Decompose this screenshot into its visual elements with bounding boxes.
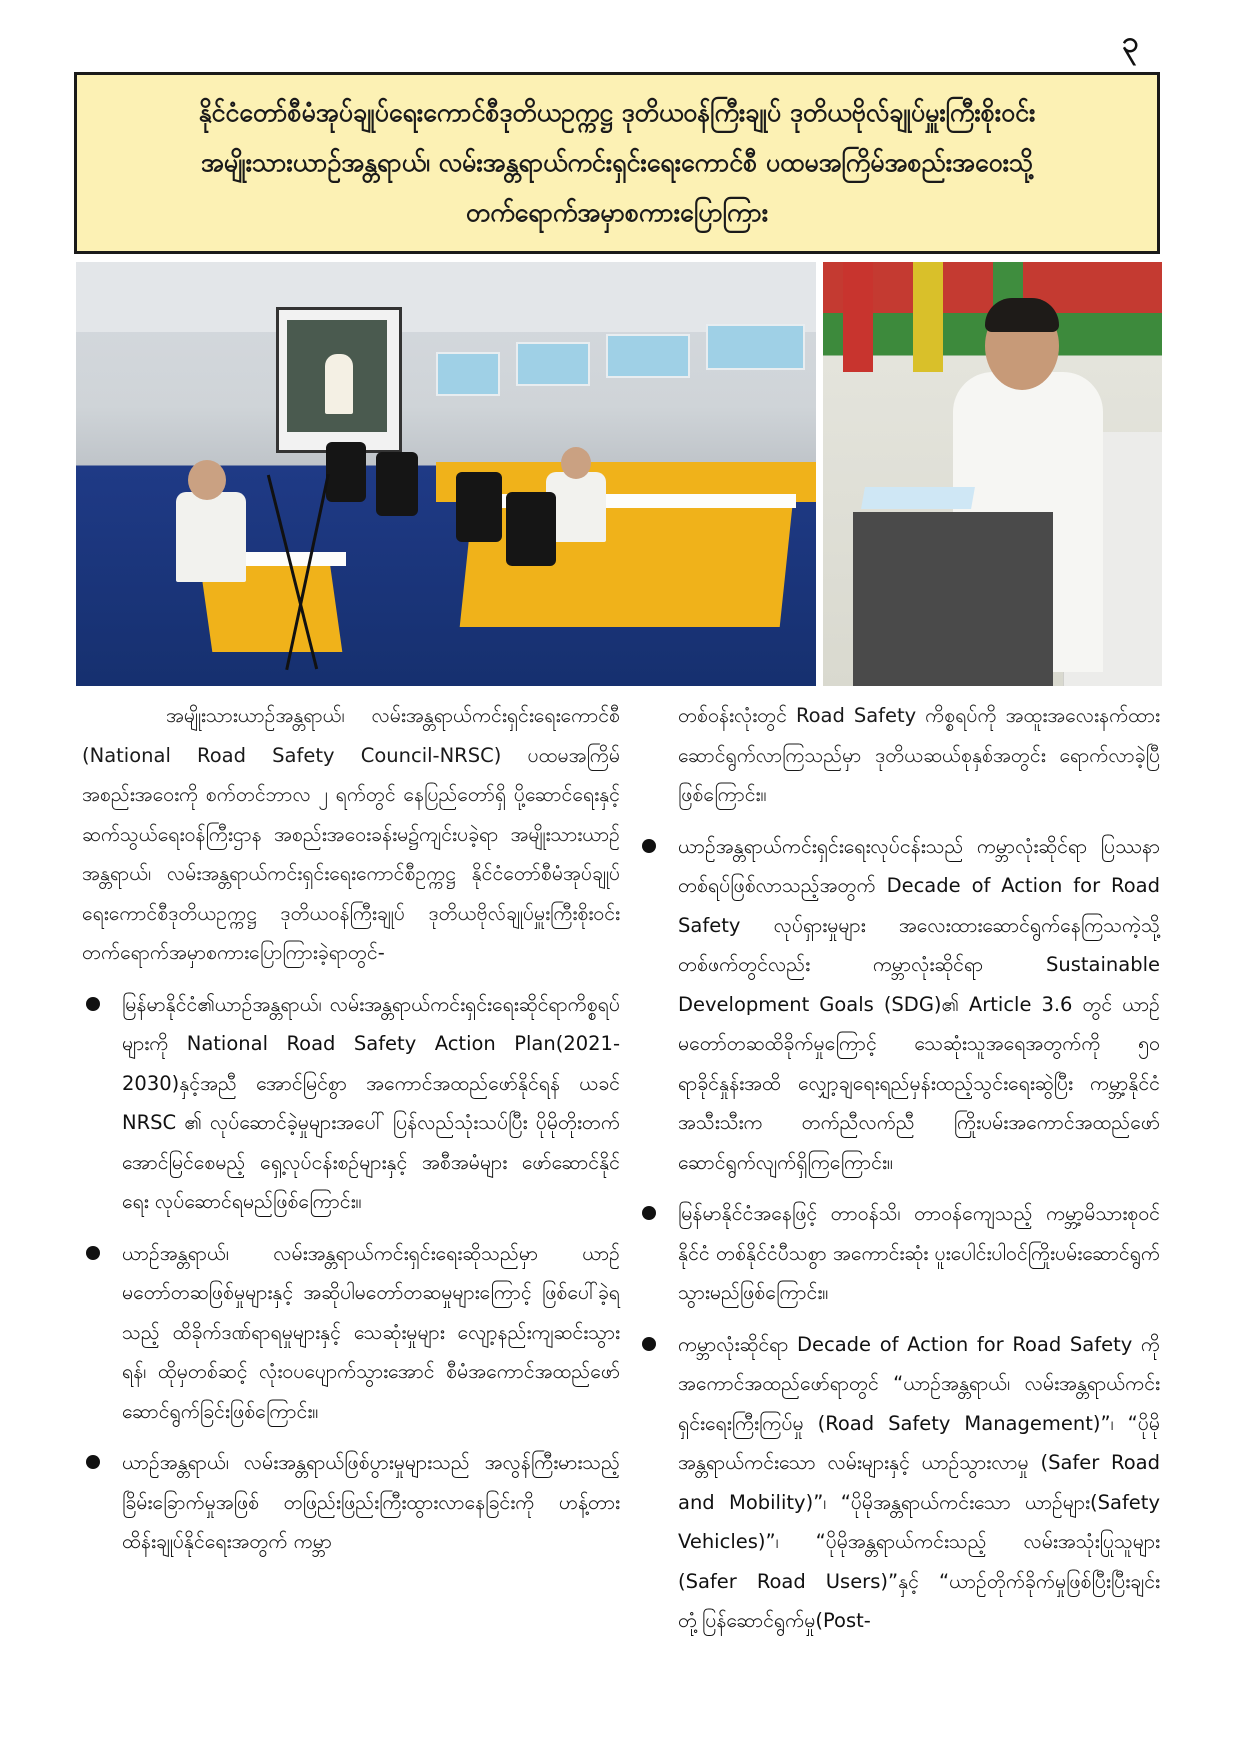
bullet-icon xyxy=(642,1206,656,1220)
list-item-text: မြန်မာနိုင်ငံအနေဖြင့် တာဝန်သိ၊ တာဝန်ကျေသည့် ကမ္ဘာ့မိသားစုဝင်နိုင်ငံ တစ်နိုင်ငံပီသစွာ အကောင်းဆုံး ပူးပေါင်းပါဝင်ကြိုးပမ်းဆောင်ရွက်သွားမည်ဖြစ်ကြောင်း။ xyxy=(678,1202,1160,1304)
speaker-hair xyxy=(985,298,1059,332)
headline-line-2: အမျိုးသားယာဉ်အန္တရာယ်၊ လမ်းအန္တရာယ်ကင်းရှင်းရေးကောင်စီ ပထမအကြိမ်အစည်းအဝေးသို့ xyxy=(200,148,1034,177)
attendee-head xyxy=(188,460,226,500)
window xyxy=(606,334,690,378)
list-item xyxy=(638,1194,1160,1313)
intro-paragraph: အမျိုးသားယာဉ်အန္တရာယ်၊ လမ်းအန္တရာယ်ကင်းရှင်းရေးကောင်စီ (National Road Safety Council-NRSC) ပထမအကြိမ်အစည်းအဝေးကို စက်တင်ဘာလ ၂ ရက်တွင် နေပြည်တော်ရှိ ပို့ဆောင်ရေးနှင့်ဆက်သွယ်ရေးဝန်ကြီးဌာန အစည်းအဝေးခန်းမ၌ကျင်းပခဲ့ရာ အမျိုးသားယာဉ်အန္တရာယ်၊ လမ်းအန္တရာယ်ကင်းရှင်းရေးကောင်စီဥက္ကဋ္ဌ နိုင်ငံတော်စီမံအုပ်ချုပ်ရေးကောင်စီဒုတိယဥက္ကဋ္ဌ ဒုတိယဝန်ကြီးချုပ် ဒုတိယဗိုလ်ချုပ်မှူးကြီးစိုးဝင်း တက်ရောက်အမှာစကားပြောကြားခဲ့ရာတွင်- xyxy=(82,704,620,964)
meeting-hall-photo xyxy=(76,262,816,686)
list-item-text: မြန်မာနိုင်ငံ၏ယာဉ်အန္တရာယ်၊ လမ်းအန္တရာယ်ကင်းရှင်းရေးဆိုင်ရာကိစ္စရပ်များကို National Road Safety Action Plan(2021-2030)နှင့်အညီ အောင်မြင်စွာ အကောင်အထည်ဖော်နိုင်ရန် ယခင် NRSC ၏ လုပ်ဆောင်ခဲ့မှုများအပေါ် ပြန်လည်သုံးသပ်ပြီး ပိုမိုတိုးတက်အောင်မြင်စေမည့် ရှေ့လုပ်ငန်းစဉ်များနှင့် အစီအမံများ ဖော်ဆောင်နိုင်ရေး လုပ်ဆောင်ရမည်ဖြစ်ကြောင်း။ xyxy=(122,992,620,1213)
list-item-text: ယာဉ်အန္တရာယ်ကင်းရှင်းရေးလုပ်ငန်းသည် ကမ္ဘာလုံးဆိုင်ရာ ပြဿနာတစ်ရပ်ဖြစ်လာသည့်အတွက် Decade of Action for Road Safety လုပ်ရှားမှုများ အလေးထားဆောင်ရွက်နေကြသကဲ့သို့ တစ်ဖက်တွင်လည်း ကမ္ဘာလုံးဆိုင်ရာ Sustainable Development Goals (SDG)၏ Article 3.6 တွင် ယာဉ်မတော်တဆထိခိုက်မှုကြောင့် သေဆုံးသူအရေအတွက်ကို ၅၀ ရာခိုင်နှုန်းအထိ လျှော့ချရေးရည်မှန်းထည့်သွင်းရေးဆွဲပြီး ကမ္ဘာ့နိုင်ငံအသီးသီးက တက်ညီလက်ညီ ကြိုးပမ်းအကောင်အထည်ဖော် ဆောင်ရွက်လျက်ရှိကြကြောင်း။ xyxy=(678,834,1160,1174)
right-column xyxy=(638,696,1160,1641)
window xyxy=(706,324,805,370)
attendee-head xyxy=(561,447,591,479)
page-number: ၃ xyxy=(1122,25,1139,60)
chair xyxy=(326,442,366,502)
flag xyxy=(913,262,943,372)
list-item-text: ယာဉ်အန္တရာယ်၊ လမ်းအန္တရာယ်ကင်းရှင်းရေးဆိုသည်မှာ ယာဉ်မတော်တဆဖြစ်မှုများနှင့် အဆိုပါမတော်တဆမှုများကြောင့် ဖြစ်ပေါ်ခဲ့ရသည့် ထိခိုက်ဒဏ်ရာရမှုများနှင့် သေဆုံးမှုများ လျော့နည်းကျဆင်းသွားရန်၊ ထိုမှတစ်ဆင့် လုံးဝပပျောက်သွားအောင် စီမံအကောင်အထည်ဖော် ဆောင်ရွက်ခြင်းဖြစ်ကြောင်း။ xyxy=(122,1241,620,1423)
ceiling xyxy=(76,262,816,332)
bullet-icon xyxy=(86,997,100,1011)
headline-line-3: တက်ရောက်အမှာစကားပြောကြား xyxy=(465,198,769,227)
chair xyxy=(376,452,418,516)
chair xyxy=(506,492,556,566)
list-item-text: ကမ္ဘာလုံးဆိုင်ရာ Decade of Action for Road Safety ကို အကောင်အထည်ဖော်ရာတွင် “ယာဉ်အန္တရာယ်၊ လမ်းအန္တရာယ်ကင်းရှင်းရေးကြီးကြပ်မှု (Road Safety Management)”၊ “ပိုမိုအန္တရာယ်ကင်းသော လမ်းများနှင့် ယာဉ်သွားလာမှု (Safer Road and Mobility)”၊ “ပိုမိုအန္တရာယ်ကင်းသော ယာဉ်များ(Safety Vehicles)”၊ “ပိုမိုအန္တရာယ်ကင်းသည့် လမ်းအသုံးပြုသူများ (Safer Road Users)”နှင့် “ယာဉ်တိုက်ခိုက်မှုဖြစ်ပြီးပြီးချင်း တုံ့ပြန်ဆောင်ရွက်မှု(Post- xyxy=(678,1332,1160,1632)
window xyxy=(516,342,590,386)
chair xyxy=(456,472,502,542)
headline-box xyxy=(74,72,1160,254)
list-item xyxy=(82,1234,620,1432)
list-item xyxy=(638,1325,1160,1641)
speaker-at-podium-photo xyxy=(823,262,1162,686)
bullet-icon xyxy=(642,839,656,853)
list-item xyxy=(82,985,620,1222)
window xyxy=(436,352,500,396)
bullet-icon xyxy=(86,1246,100,1260)
flag xyxy=(843,262,873,372)
list-item xyxy=(638,827,1160,1183)
list-item xyxy=(82,1443,620,1562)
headline-line-1: နိုင်ငံတော်စီမံအုပ်ချုပ်ရေးကောင်စီဒုတိယဥက္ကဋ္ဌ ဒုတိယဝန်ကြီးချုပ် ဒုတိယဗိုလ်ချုပ်မှူးကြီးစိုးဝင်း xyxy=(198,98,1036,127)
left-column xyxy=(82,696,620,1562)
screen-figure xyxy=(325,354,353,414)
attendee xyxy=(176,492,246,582)
list-item-text: ယာဉ်အန္တရာယ်၊ လမ်းအန္တရာယ်ဖြစ်ပွားမှုများသည် အလွန်ကြီးမားသည့်ခြိမ်းခြောက်မှုအဖြစ် တဖြည်းဖြည်းကြီးထွားလာနေခြင်းကို ဟန့်တားထိန်းချုပ်နိုင်ရေးအတွက် ကမ္ဘာ xyxy=(122,1451,620,1553)
projection-screen xyxy=(276,307,402,453)
podium xyxy=(853,512,1053,686)
bullet-icon xyxy=(86,1455,100,1469)
bullet-icon xyxy=(642,1337,656,1351)
continuation-paragraph: တစ်ဝန်းလုံးတွင် Road Safety ကိစ္စရပ်ကို အထူးအလေးနက်ထား ဆောင်ရွက်လာကြသည်မှာ ဒုတိယဆယ်စုနှစ်အတွင်း ရောက်လာခဲ့ပြီဖြစ်ကြောင်း။ xyxy=(678,704,1160,806)
screen-image xyxy=(287,320,387,432)
speech-paper xyxy=(861,487,975,509)
